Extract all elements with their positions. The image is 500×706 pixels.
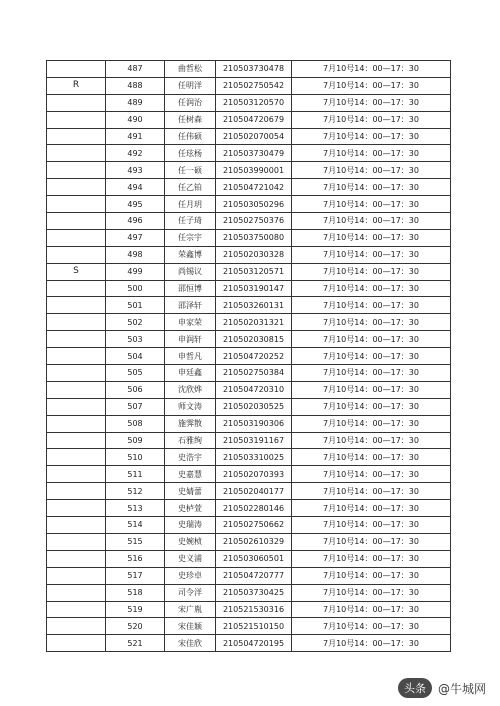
student-name-cell: 史浩宇 bbox=[165, 449, 216, 466]
exam-id-cell: 210503191167 bbox=[216, 432, 292, 449]
seq-number-cell: 508 bbox=[106, 415, 165, 432]
seq-number-cell: 514 bbox=[106, 517, 165, 534]
group-letter-cell: R bbox=[47, 77, 106, 94]
exam-time-cell: 7月10号14：00—17：30 bbox=[292, 348, 451, 365]
seq-number-cell: 516 bbox=[106, 550, 165, 567]
table-row bbox=[47, 111, 451, 128]
group-letter-cell bbox=[47, 500, 106, 517]
exam-time-cell: 7月10号14：00—17：30 bbox=[292, 297, 451, 314]
table-row bbox=[47, 179, 451, 196]
exam-id-cell: 210503730479 bbox=[216, 145, 292, 162]
exam-time-cell: 7月10号14：00—17：30 bbox=[292, 229, 451, 246]
student-name-cell: 尚锡议 bbox=[165, 263, 216, 280]
exam-id-cell: 210503750080 bbox=[216, 229, 292, 246]
group-letter-cell bbox=[47, 94, 106, 111]
seq-number-cell: 488 bbox=[106, 77, 165, 94]
seq-number-cell: 502 bbox=[106, 314, 165, 331]
group-letter-cell bbox=[47, 449, 106, 466]
exam-time-cell: 7月10号14：00—17：30 bbox=[292, 517, 451, 534]
student-name-cell: 任润治 bbox=[165, 94, 216, 111]
exam-time-cell: 7月10号14：00—17：30 bbox=[292, 635, 451, 652]
exam-id-cell: 210502750384 bbox=[216, 365, 292, 382]
seq-number-cell: 492 bbox=[106, 145, 165, 162]
exam-time-cell: 7月10号14：00—17：30 bbox=[292, 77, 451, 94]
group-letter-cell bbox=[47, 483, 106, 500]
exam-time-cell: 7月10号14：00—17：30 bbox=[292, 432, 451, 449]
seq-number-cell: 509 bbox=[106, 432, 165, 449]
group-letter-cell: S bbox=[47, 263, 106, 280]
exam-time-cell: 7月10号14：00—17：30 bbox=[292, 179, 451, 196]
seq-number-cell: 515 bbox=[106, 533, 165, 550]
group-letter-cell bbox=[47, 415, 106, 432]
student-name-cell: 司令洋 bbox=[165, 584, 216, 601]
seq-number-cell: 506 bbox=[106, 381, 165, 398]
group-letter-cell bbox=[47, 381, 106, 398]
seq-number-cell: 513 bbox=[106, 500, 165, 517]
seq-number-cell: 495 bbox=[106, 196, 165, 213]
exam-time-cell: 7月10号14：00—17：30 bbox=[292, 246, 451, 263]
student-name-cell: 任月玥 bbox=[165, 196, 216, 213]
group-letter-cell bbox=[47, 162, 106, 179]
exam-id-cell: 210502070054 bbox=[216, 128, 292, 145]
group-letter-cell bbox=[47, 128, 106, 145]
group-letter-cell bbox=[47, 246, 106, 263]
seq-number-cell: 499 bbox=[106, 263, 165, 280]
group-letter-cell bbox=[47, 179, 106, 196]
seq-number-cell: 491 bbox=[106, 128, 165, 145]
exam-id-cell: 210503730425 bbox=[216, 584, 292, 601]
table-row bbox=[47, 500, 451, 517]
exam-time-cell: 7月10号14：00—17：30 bbox=[292, 331, 451, 348]
group-letter-cell bbox=[47, 550, 106, 567]
exam-time-cell: 7月10号14：00—17：30 bbox=[292, 601, 451, 618]
group-letter-cell bbox=[47, 517, 106, 534]
table-row bbox=[47, 314, 451, 331]
table-row bbox=[47, 618, 451, 635]
exam-time-cell: 7月10号14：00—17：30 bbox=[292, 314, 451, 331]
student-name-cell: 史瑞涛 bbox=[165, 517, 216, 534]
seq-number-cell: 519 bbox=[106, 601, 165, 618]
table-row bbox=[47, 365, 451, 382]
watermark bbox=[398, 678, 486, 698]
exam-id-cell: 210502750376 bbox=[216, 213, 292, 230]
exam-id-cell: 210503060501 bbox=[216, 550, 292, 567]
student-name-cell: 宋佳欣 bbox=[165, 635, 216, 652]
table-row bbox=[47, 483, 451, 500]
exam-time-cell: 7月10号14：00—17：30 bbox=[292, 550, 451, 567]
student-name-cell: 施霁散 bbox=[165, 415, 216, 432]
exam-id-cell: 210502070393 bbox=[216, 466, 292, 483]
table-row bbox=[47, 398, 451, 415]
group-letter-cell bbox=[47, 466, 106, 483]
seq-number-cell: 505 bbox=[106, 365, 165, 382]
group-letter-cell bbox=[47, 213, 106, 230]
exam-id-cell: 210502030525 bbox=[216, 398, 292, 415]
exam-time-cell: 7月10号14：00—17：30 bbox=[292, 196, 451, 213]
exam-time-cell: 7月10号14：00—17：30 bbox=[292, 415, 451, 432]
student-name-cell: 任玹杨 bbox=[165, 145, 216, 162]
exam-time-cell: 7月10号14：00—17：30 bbox=[292, 584, 451, 601]
table-row bbox=[47, 331, 451, 348]
exam-time-cell: 7月10号14：00—17：30 bbox=[292, 111, 451, 128]
seq-number-cell: 517 bbox=[106, 567, 165, 584]
table-row bbox=[47, 415, 451, 432]
student-name-cell: 邵泽轩 bbox=[165, 297, 216, 314]
table-row bbox=[47, 584, 451, 601]
student-name-cell: 史嘉慧 bbox=[165, 466, 216, 483]
exam-time-cell: 7月10号14：00—17：30 bbox=[292, 94, 451, 111]
group-letter-cell bbox=[47, 145, 106, 162]
student-name-cell: 申廷鑫 bbox=[165, 365, 216, 382]
seq-number-cell: 498 bbox=[106, 246, 165, 263]
group-letter-cell bbox=[47, 61, 106, 78]
student-name-cell: 史珍卓 bbox=[165, 567, 216, 584]
exam-id-cell: 210521510150 bbox=[216, 618, 292, 635]
group-letter-cell bbox=[47, 533, 106, 550]
group-letter-cell bbox=[47, 601, 106, 618]
student-name-cell: 任伟硕 bbox=[165, 128, 216, 145]
exam-id-cell: 210503050296 bbox=[216, 196, 292, 213]
seq-number-cell: 494 bbox=[106, 179, 165, 196]
student-name-cell: 史婉桢 bbox=[165, 533, 216, 550]
table-row bbox=[47, 229, 451, 246]
exam-time-cell: 7月10号14：00—17：30 bbox=[292, 213, 451, 230]
seq-number-cell: 497 bbox=[106, 229, 165, 246]
student-name-cell: 史栌萱 bbox=[165, 500, 216, 517]
group-letter-cell bbox=[47, 398, 106, 415]
group-letter-cell bbox=[47, 331, 106, 348]
table-row bbox=[47, 635, 451, 652]
roster-table bbox=[46, 60, 451, 652]
exam-id-cell: 210502031321 bbox=[216, 314, 292, 331]
student-name-cell: 任宗宇 bbox=[165, 229, 216, 246]
exam-time-cell: 7月10号14：00—17：30 bbox=[292, 618, 451, 635]
exam-id-cell: 210502040177 bbox=[216, 483, 292, 500]
table-row bbox=[47, 196, 451, 213]
student-name-cell: 邵恒博 bbox=[165, 280, 216, 297]
student-name-cell: 石雅绚 bbox=[165, 432, 216, 449]
watermark-text: @牛城网 bbox=[437, 681, 486, 696]
student-name-cell: 曲哲松 bbox=[165, 61, 216, 78]
toutiao-logo-icon: 头条 bbox=[398, 678, 432, 698]
group-letter-cell bbox=[47, 280, 106, 297]
exam-id-cell: 210504720252 bbox=[216, 348, 292, 365]
table-row bbox=[47, 601, 451, 618]
exam-id-cell: 210503260131 bbox=[216, 297, 292, 314]
seq-number-cell: 493 bbox=[106, 162, 165, 179]
student-name-cell: 沈欣烨 bbox=[165, 381, 216, 398]
seq-number-cell: 503 bbox=[106, 331, 165, 348]
exam-id-cell: 210503310025 bbox=[216, 449, 292, 466]
exam-time-cell: 7月10号14：00—17：30 bbox=[292, 162, 451, 179]
exam-id-cell: 210502750542 bbox=[216, 77, 292, 94]
table-row bbox=[47, 145, 451, 162]
exam-id-cell: 210502610329 bbox=[216, 533, 292, 550]
seq-number-cell: 500 bbox=[106, 280, 165, 297]
seq-number-cell: 507 bbox=[106, 398, 165, 415]
table-row bbox=[47, 162, 451, 179]
seq-number-cell: 518 bbox=[106, 584, 165, 601]
seq-number-cell: 490 bbox=[106, 111, 165, 128]
exam-time-cell: 7月10号14：00—17：30 bbox=[292, 533, 451, 550]
exam-id-cell: 210504720310 bbox=[216, 381, 292, 398]
group-letter-cell bbox=[47, 314, 106, 331]
group-letter-cell bbox=[47, 348, 106, 365]
student-name-cell: 任子琦 bbox=[165, 213, 216, 230]
group-letter-cell bbox=[47, 297, 106, 314]
table-row bbox=[47, 280, 451, 297]
student-name-cell: 申家荣 bbox=[165, 314, 216, 331]
group-letter-cell bbox=[47, 432, 106, 449]
exam-time-cell: 7月10号14：00—17：30 bbox=[292, 483, 451, 500]
group-letter-cell bbox=[47, 365, 106, 382]
seq-number-cell: 511 bbox=[106, 466, 165, 483]
table-row bbox=[47, 61, 451, 78]
exam-time-cell: 7月10号14：00—17：30 bbox=[292, 263, 451, 280]
table-row bbox=[47, 128, 451, 145]
exam-time-cell: 7月10号14：00—17：30 bbox=[292, 280, 451, 297]
group-letter-cell bbox=[47, 229, 106, 246]
seq-number-cell: 504 bbox=[106, 348, 165, 365]
seq-number-cell: 489 bbox=[106, 94, 165, 111]
student-name-cell: 宋佳颖 bbox=[165, 618, 216, 635]
table-row bbox=[47, 348, 451, 365]
exam-id-cell: 210504721042 bbox=[216, 179, 292, 196]
student-name-cell: 荣鑫博 bbox=[165, 246, 216, 263]
group-letter-cell bbox=[47, 584, 106, 601]
seq-number-cell: 510 bbox=[106, 449, 165, 466]
table-row bbox=[47, 567, 451, 584]
student-name-cell: 任树森 bbox=[165, 111, 216, 128]
exam-id-cell: 210503120571 bbox=[216, 263, 292, 280]
group-letter-cell bbox=[47, 111, 106, 128]
table-row bbox=[47, 466, 451, 483]
exam-time-cell: 7月10号14：00—17：30 bbox=[292, 61, 451, 78]
seq-number-cell: 487 bbox=[106, 61, 165, 78]
exam-id-cell: 210504720679 bbox=[216, 111, 292, 128]
exam-id-cell: 210502030815 bbox=[216, 331, 292, 348]
exam-time-cell: 7月10号14：00—17：30 bbox=[292, 466, 451, 483]
seq-number-cell: 512 bbox=[106, 483, 165, 500]
exam-time-cell: 7月10号14：00—17：30 bbox=[292, 145, 451, 162]
exam-id-cell: 210521530316 bbox=[216, 601, 292, 618]
exam-id-cell: 210503730478 bbox=[216, 61, 292, 78]
table-row bbox=[47, 213, 451, 230]
student-name-cell: 任一硕 bbox=[165, 162, 216, 179]
student-name-cell: 宋广胤 bbox=[165, 601, 216, 618]
exam-time-cell: 7月10号14：00—17：30 bbox=[292, 365, 451, 382]
table-row bbox=[47, 94, 451, 111]
student-name-cell: 任乙铂 bbox=[165, 179, 216, 196]
exam-time-cell: 7月10号14：00—17：30 bbox=[292, 128, 451, 145]
table-row bbox=[47, 533, 451, 550]
table-row bbox=[47, 297, 451, 314]
roster-body bbox=[47, 61, 451, 652]
table-row bbox=[47, 246, 451, 263]
table-row bbox=[47, 449, 451, 466]
exam-id-cell: 210504720195 bbox=[216, 635, 292, 652]
exam-time-cell: 7月10号14：00—17：30 bbox=[292, 398, 451, 415]
exam-id-cell: 210503120570 bbox=[216, 94, 292, 111]
exam-id-cell: 210503190147 bbox=[216, 280, 292, 297]
student-name-cell: 师文涛 bbox=[165, 398, 216, 415]
student-name-cell: 史婧蕾 bbox=[165, 483, 216, 500]
group-letter-cell bbox=[47, 196, 106, 213]
exam-time-cell: 7月10号14：00—17：30 bbox=[292, 567, 451, 584]
exam-id-cell: 210504720777 bbox=[216, 567, 292, 584]
exam-time-cell: 7月10号14：00—17：30 bbox=[292, 381, 451, 398]
student-name-cell: 史义浦 bbox=[165, 550, 216, 567]
exam-id-cell: 210502280146 bbox=[216, 500, 292, 517]
seq-number-cell: 496 bbox=[106, 213, 165, 230]
group-letter-cell bbox=[47, 618, 106, 635]
exam-time-cell: 7月10号14：00—17：30 bbox=[292, 500, 451, 517]
exam-id-cell: 210503190306 bbox=[216, 415, 292, 432]
table-row bbox=[47, 381, 451, 398]
exam-id-cell: 210502750662 bbox=[216, 517, 292, 534]
table-row bbox=[47, 517, 451, 534]
seq-number-cell: 501 bbox=[106, 297, 165, 314]
table-row bbox=[47, 550, 451, 567]
seq-number-cell: 521 bbox=[106, 635, 165, 652]
table-row bbox=[47, 432, 451, 449]
student-name-cell: 申哲凡 bbox=[165, 348, 216, 365]
exam-id-cell: 210502030328 bbox=[216, 246, 292, 263]
student-name-cell: 任明洋 bbox=[165, 77, 216, 94]
group-letter-cell bbox=[47, 567, 106, 584]
exam-id-cell: 210503990001 bbox=[216, 162, 292, 179]
exam-time-cell: 7月10号14：00—17：30 bbox=[292, 449, 451, 466]
table-row bbox=[47, 263, 451, 280]
table-row bbox=[47, 77, 451, 94]
seq-number-cell: 520 bbox=[106, 618, 165, 635]
group-letter-cell bbox=[47, 635, 106, 652]
student-name-cell: 申润轩 bbox=[165, 331, 216, 348]
